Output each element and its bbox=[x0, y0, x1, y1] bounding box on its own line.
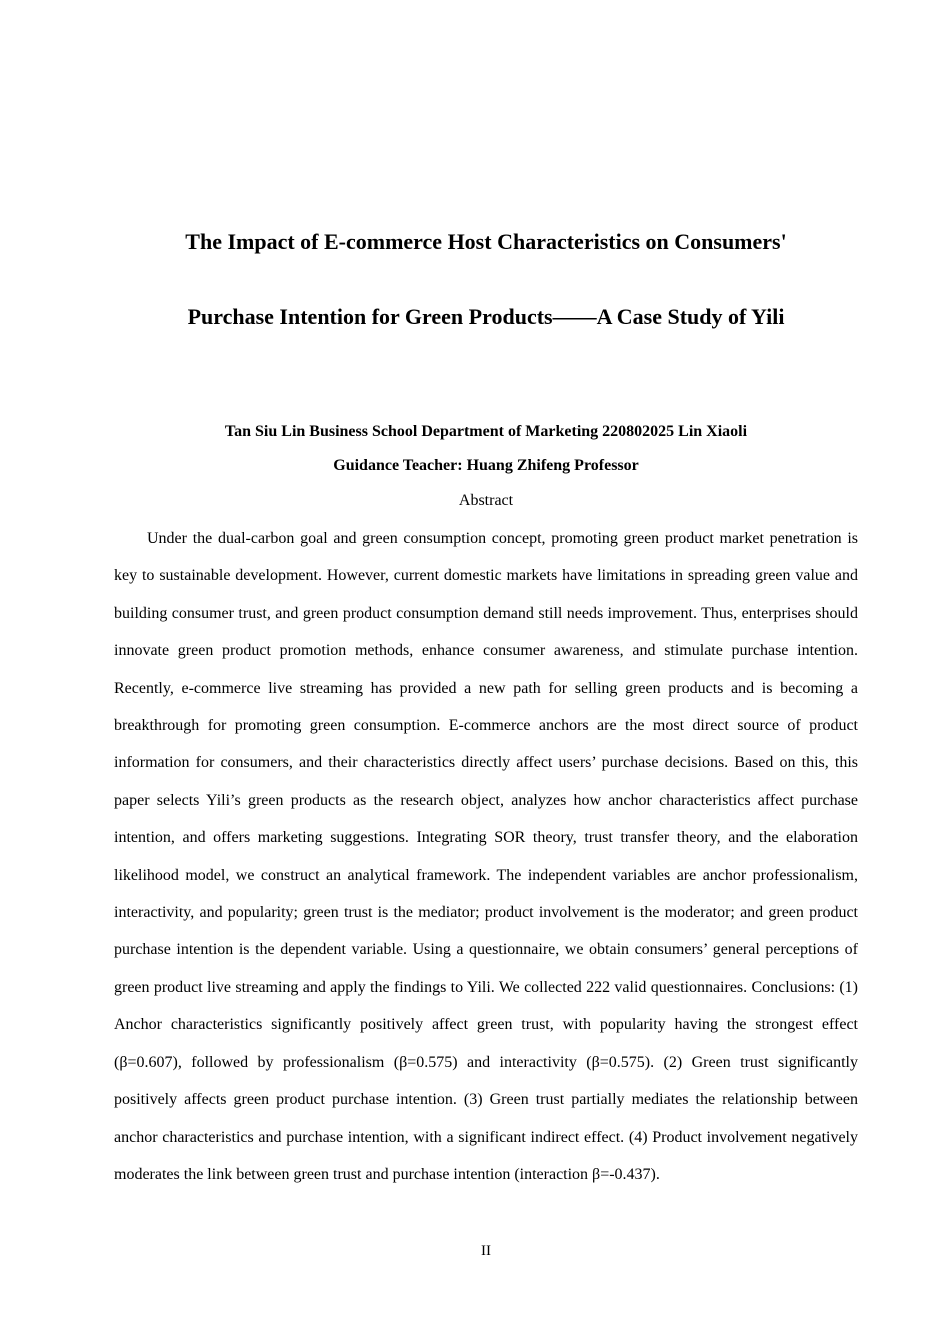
paper-title-line-1: The Impact of E-commerce Host Characteristics on Consumers' bbox=[185, 229, 787, 254]
guidance-teacher-line: Guidance Teacher: Huang Zhifeng Professor bbox=[333, 457, 639, 474]
page-number: II bbox=[481, 1243, 491, 1259]
author-line: Tan Siu Lin Business School Department of Marketing 220802025 Lin Xiaoli bbox=[224, 423, 748, 440]
abstract-body: Under the dual-carbon goal and green consumption concept, promoting green product market penetration is key to sustainable development. However, current domestic markets have limitations in spreading green value and building consumer trust, and green product consumption demand still needs improvement. Thus, enterprises should innovate green product promotion methods, enhance consumer awareness, and stimulate purchase intention. Recently, e-commerce live streaming has provided a new path for selling green products and is becoming a breakthrough for promoting green consumption. E-commerce anchors are the most direct source of product information for consumers, and their characteristics directly affect users’ purchase decisions. Based on this, this paper selects Yili’s green products as the research object, analyzes how anchor characteristics affect purchase intention, and offers marketing suggestions. Integrating SOR theory, trust transfer theory, and the elaboration likelihood model, we construct an analytical framework. The independent variables are anchor professionalism, interactivity, and popularity; green trust is the mediator; product involvement is the moderator; and green product purchase intention is the dependent variable. Using a questionnaire, we obtain consumers’ general perceptions of green product live streaming and apply the findings to Yili. We collected 222 valid questionnaires. Conclusions: (1) Anchor characteristics significantly positively affect green trust, with popularity having the strongest effect (β=0.607), followed by professionalism (β=0.575) and interactivity (β=0.575). (2) Green trust significantly positively affects green product purchase intention. (3) Green trust partially mediates the relationship between anchor characteristics and purchase intention, with a significant indirect effect. (4) Product involvement negatively moderates the link between green trust and purchase intention (interaction β=-0.437). bbox=[114, 530, 858, 1183]
abstract-heading: Abstract bbox=[458, 492, 514, 509]
paper-title-line-2: Purchase Intention for Green Products——A Case Study of Yili bbox=[187, 304, 785, 329]
